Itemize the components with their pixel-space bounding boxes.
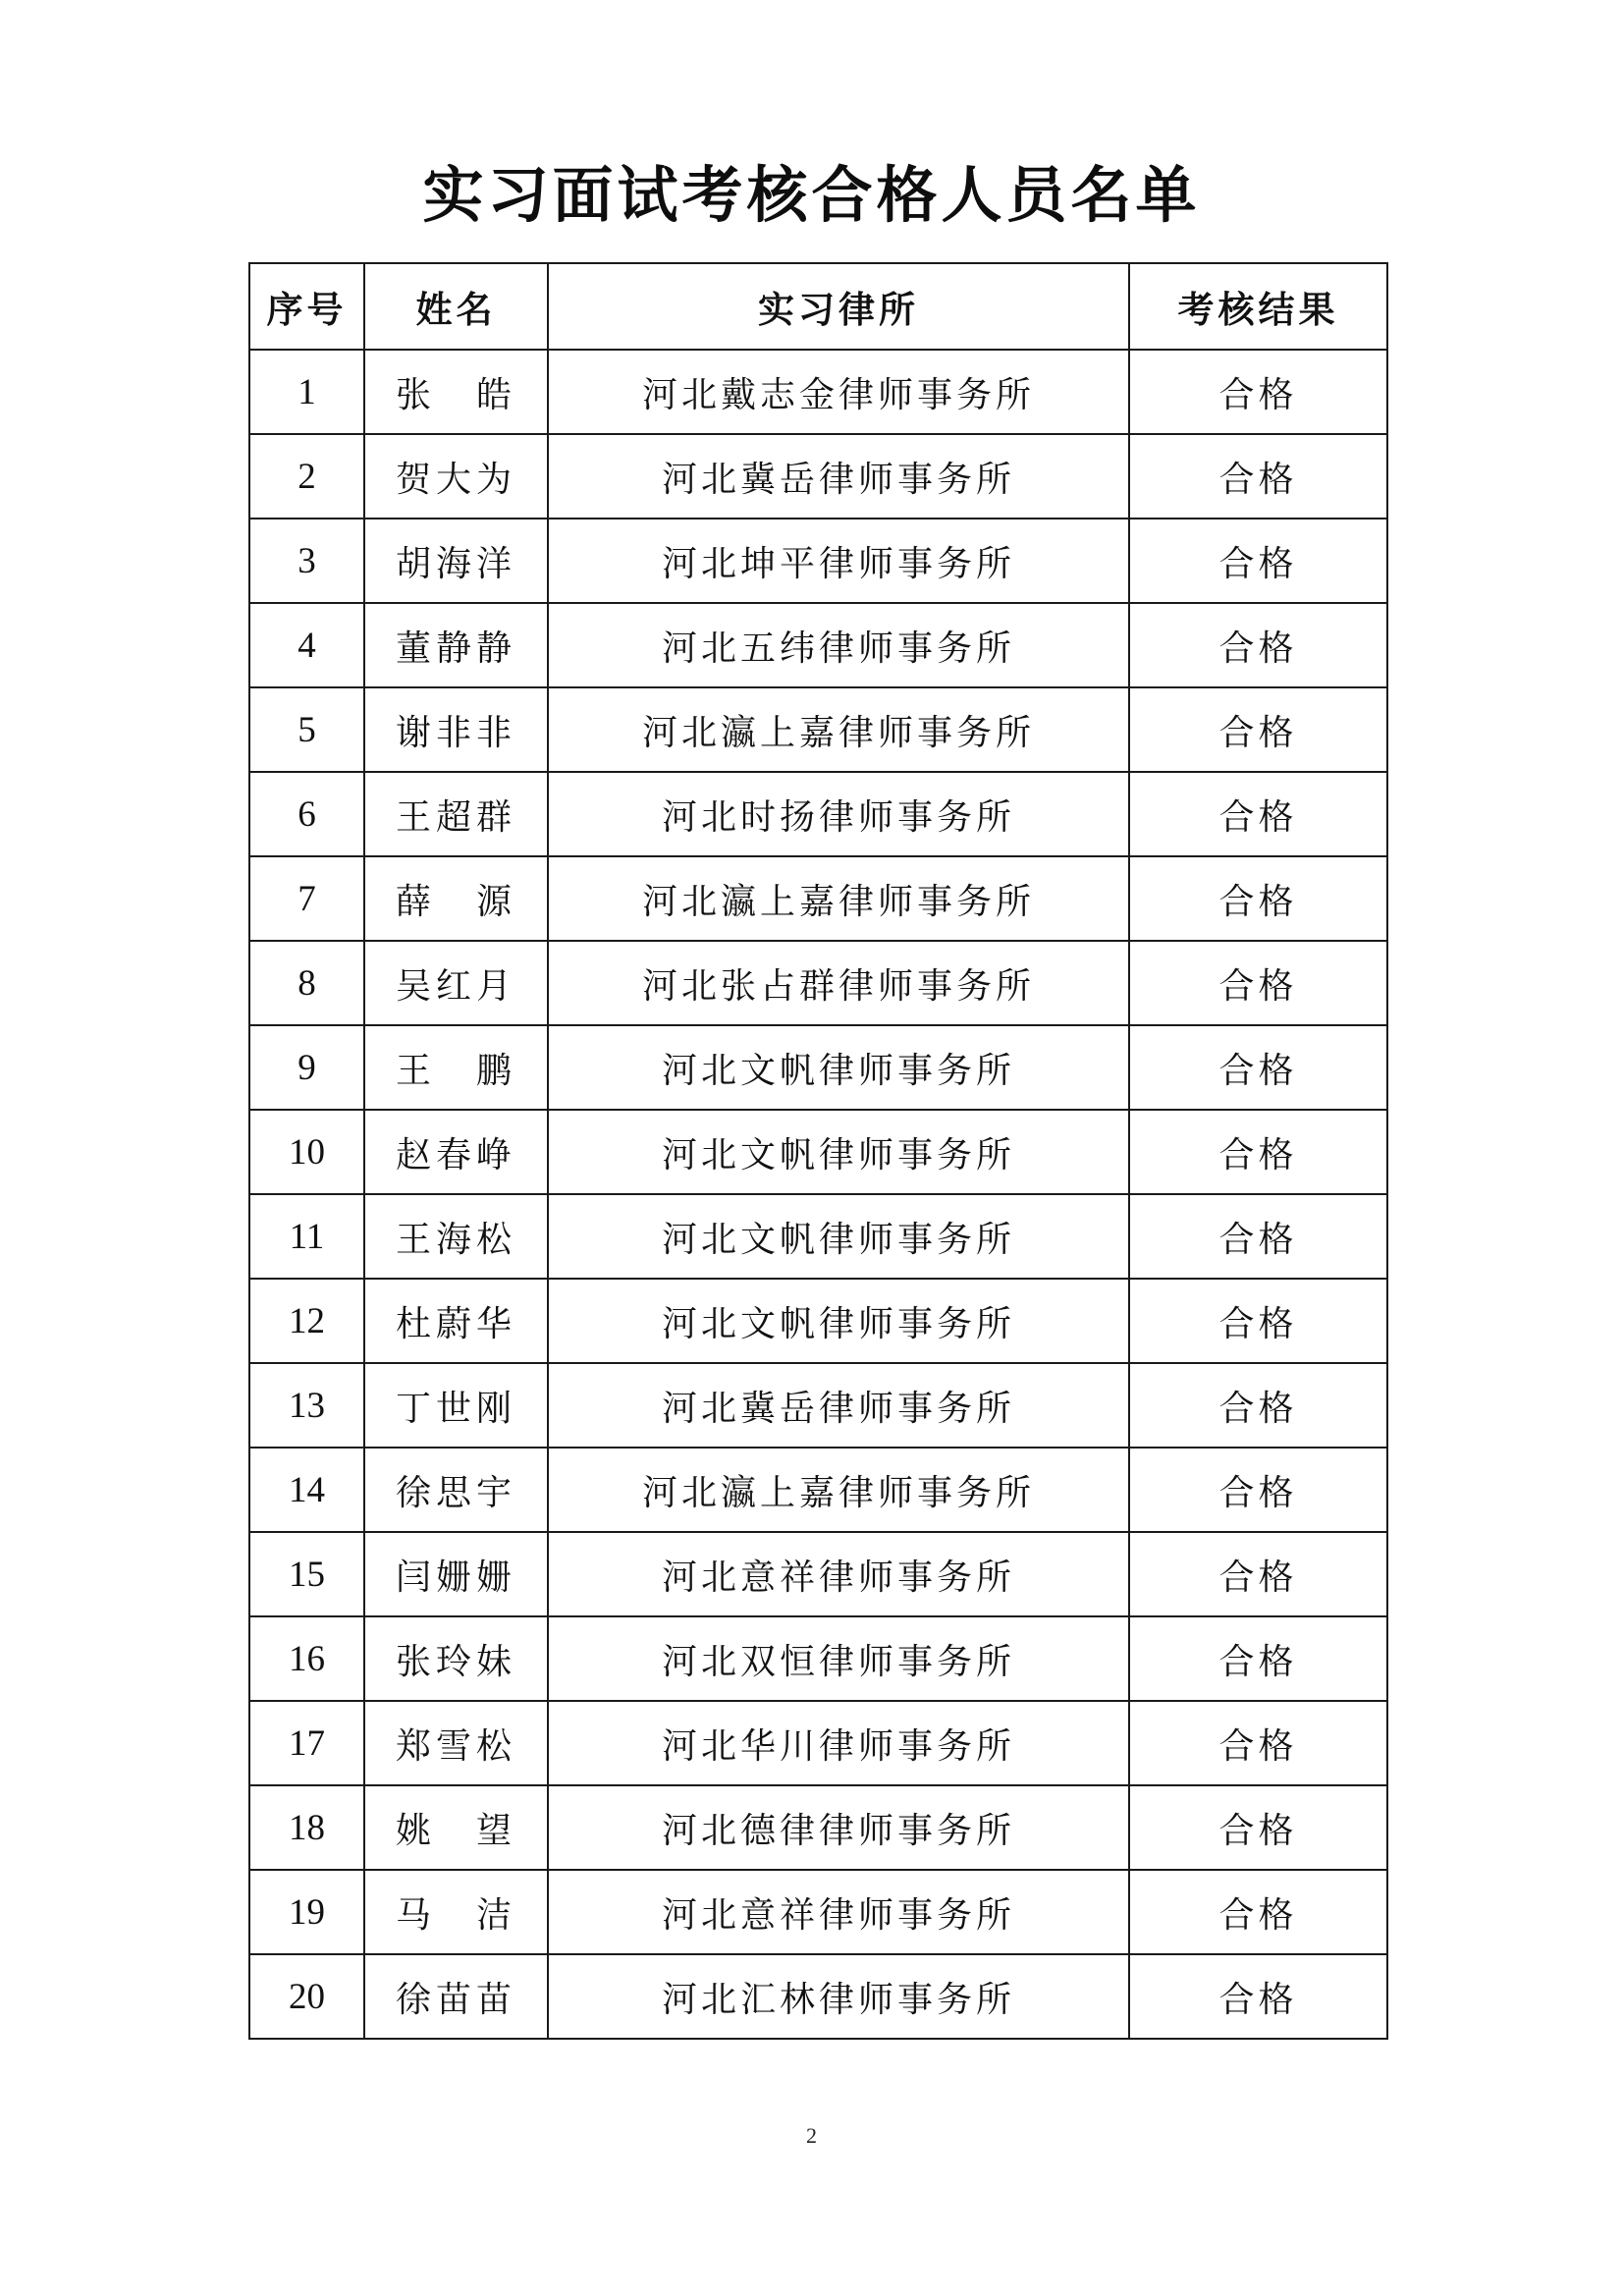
cell-result: 合格 bbox=[1129, 1532, 1387, 1616]
header-firm: 实习律所 bbox=[548, 263, 1129, 350]
cell-name: 薛 源 bbox=[364, 856, 548, 941]
cell-no: 10 bbox=[249, 1110, 364, 1194]
cell-no: 15 bbox=[249, 1532, 364, 1616]
table-row bbox=[249, 1110, 1387, 1194]
cell-result: 合格 bbox=[1129, 1954, 1387, 2039]
cell-firm: 河北文帆律师事务所 bbox=[548, 1279, 1129, 1363]
cell-no: 6 bbox=[249, 772, 364, 856]
table-header-row bbox=[249, 263, 1387, 350]
page-title: 实习面试考核合格人员名单 bbox=[422, 159, 1201, 231]
cell-name: 姚 望 bbox=[364, 1785, 548, 1870]
cell-name: 张玲妹 bbox=[364, 1616, 548, 1701]
cell-result: 合格 bbox=[1129, 519, 1387, 603]
cell-name: 闫姗姗 bbox=[364, 1532, 548, 1616]
table-row bbox=[249, 1363, 1387, 1448]
cell-name: 吴红月 bbox=[364, 941, 548, 1025]
cell-name: 丁世刚 bbox=[364, 1363, 548, 1448]
table-row bbox=[249, 1954, 1387, 2039]
cell-result: 合格 bbox=[1129, 1363, 1387, 1448]
cell-name: 贺大为 bbox=[364, 434, 548, 519]
cell-result: 合格 bbox=[1129, 1194, 1387, 1279]
cell-no: 19 bbox=[249, 1870, 364, 1954]
cell-firm: 河北时扬律师事务所 bbox=[548, 772, 1129, 856]
cell-firm: 河北华川律师事务所 bbox=[548, 1701, 1129, 1785]
table-row bbox=[249, 350, 1387, 434]
cell-name: 赵春峥 bbox=[364, 1110, 548, 1194]
table-row bbox=[249, 1279, 1387, 1363]
cell-result: 合格 bbox=[1129, 350, 1387, 434]
table-row bbox=[249, 772, 1387, 856]
cell-result: 合格 bbox=[1129, 1785, 1387, 1870]
table-row bbox=[249, 434, 1387, 519]
cell-firm: 河北文帆律师事务所 bbox=[548, 1194, 1129, 1279]
cell-result: 合格 bbox=[1129, 1870, 1387, 1954]
header-result: 考核结果 bbox=[1129, 263, 1387, 350]
cell-no: 1 bbox=[249, 350, 364, 434]
table-row bbox=[249, 519, 1387, 603]
cell-result: 合格 bbox=[1129, 434, 1387, 519]
page-number: 2 bbox=[806, 2123, 817, 2148]
cell-no: 17 bbox=[249, 1701, 364, 1785]
cell-name: 徐苗苗 bbox=[364, 1954, 548, 2039]
cell-firm: 河北冀岳律师事务所 bbox=[548, 1363, 1129, 1448]
cell-result: 合格 bbox=[1129, 1279, 1387, 1363]
cell-name: 郑雪松 bbox=[364, 1701, 548, 1785]
cell-no: 4 bbox=[249, 603, 364, 687]
cell-firm: 河北瀛上嘉律师事务所 bbox=[548, 1448, 1129, 1532]
cell-name: 徐思宇 bbox=[364, 1448, 548, 1532]
cell-result: 合格 bbox=[1129, 1448, 1387, 1532]
cell-name: 谢非非 bbox=[364, 687, 548, 772]
cell-no: 9 bbox=[249, 1025, 364, 1110]
cell-no: 12 bbox=[249, 1279, 364, 1363]
cell-name: 杜蔚华 bbox=[364, 1279, 548, 1363]
cell-name: 王海松 bbox=[364, 1194, 548, 1279]
header-name: 姓名 bbox=[364, 263, 548, 350]
cell-result: 合格 bbox=[1129, 1025, 1387, 1110]
table-row bbox=[249, 1701, 1387, 1785]
cell-no: 5 bbox=[249, 687, 364, 772]
cell-firm: 河北瀛上嘉律师事务所 bbox=[548, 856, 1129, 941]
cell-name: 王超群 bbox=[364, 772, 548, 856]
cell-firm: 河北汇林律师事务所 bbox=[548, 1954, 1129, 2039]
cell-firm: 河北坤平律师事务所 bbox=[548, 519, 1129, 603]
cell-firm: 河北意祥律师事务所 bbox=[548, 1870, 1129, 1954]
cell-result: 合格 bbox=[1129, 603, 1387, 687]
cell-firm: 河北双恒律师事务所 bbox=[548, 1616, 1129, 1701]
cell-name: 董静静 bbox=[364, 603, 548, 687]
cell-result: 合格 bbox=[1129, 1110, 1387, 1194]
table-row bbox=[249, 1448, 1387, 1532]
cell-name: 马 洁 bbox=[364, 1870, 548, 1954]
table-row bbox=[249, 1785, 1387, 1870]
cell-result: 合格 bbox=[1129, 856, 1387, 941]
table-row bbox=[249, 1870, 1387, 1954]
cell-no: 7 bbox=[249, 856, 364, 941]
table-row bbox=[249, 1194, 1387, 1279]
cell-name: 王 鹏 bbox=[364, 1025, 548, 1110]
cell-name: 张 皓 bbox=[364, 350, 548, 434]
cell-no: 16 bbox=[249, 1616, 364, 1701]
table-row bbox=[249, 1532, 1387, 1616]
table-row bbox=[249, 603, 1387, 687]
cell-result: 合格 bbox=[1129, 1701, 1387, 1785]
cell-result: 合格 bbox=[1129, 1616, 1387, 1701]
cell-firm: 河北意祥律师事务所 bbox=[548, 1532, 1129, 1616]
cell-no: 3 bbox=[249, 519, 364, 603]
cell-firm: 河北张占群律师事务所 bbox=[548, 941, 1129, 1025]
table-row bbox=[249, 941, 1387, 1025]
cell-no: 2 bbox=[249, 434, 364, 519]
cell-firm: 河北戴志金律师事务所 bbox=[548, 350, 1129, 434]
cell-result: 合格 bbox=[1129, 687, 1387, 772]
header-no: 序号 bbox=[249, 263, 364, 350]
table-row bbox=[249, 856, 1387, 941]
cell-no: 8 bbox=[249, 941, 364, 1025]
cell-no: 18 bbox=[249, 1785, 364, 1870]
table-row bbox=[249, 1616, 1387, 1701]
cell-firm: 河北瀛上嘉律师事务所 bbox=[548, 687, 1129, 772]
cell-firm: 河北文帆律师事务所 bbox=[548, 1110, 1129, 1194]
cell-firm: 河北冀岳律师事务所 bbox=[548, 434, 1129, 519]
table-row bbox=[249, 687, 1387, 772]
cell-name: 胡海洋 bbox=[364, 519, 548, 603]
table-body bbox=[249, 350, 1387, 2039]
cell-no: 20 bbox=[249, 1954, 364, 2039]
cell-no: 11 bbox=[249, 1194, 364, 1279]
cell-firm: 河北五纬律师事务所 bbox=[548, 603, 1129, 687]
roster-table bbox=[248, 262, 1388, 2040]
cell-result: 合格 bbox=[1129, 941, 1387, 1025]
cell-firm: 河北文帆律师事务所 bbox=[548, 1025, 1129, 1110]
cell-no: 14 bbox=[249, 1448, 364, 1532]
cell-firm: 河北德律律师事务所 bbox=[548, 1785, 1129, 1870]
cell-no: 13 bbox=[249, 1363, 364, 1448]
cell-result: 合格 bbox=[1129, 772, 1387, 856]
table-row bbox=[249, 1025, 1387, 1110]
